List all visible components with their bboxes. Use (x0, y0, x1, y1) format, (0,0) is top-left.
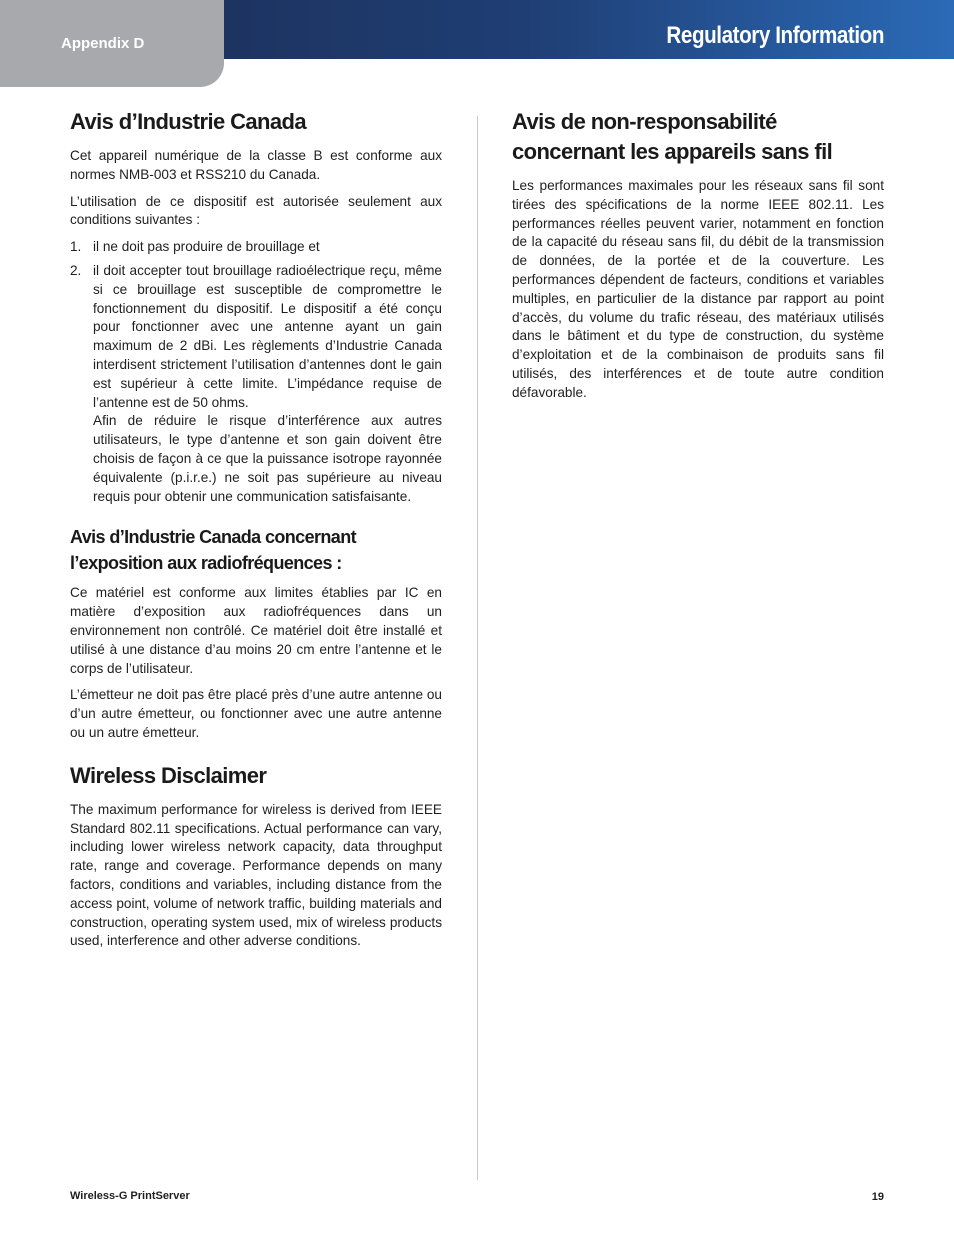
column-divider (477, 116, 478, 1180)
list-number: 2. (70, 262, 82, 278)
paragraph: Les performances maximales pour les réseaux sans fil sont tirées des spécifications de la norme IEEE 802.11. Les performances réelles peuvent varier, notamment en fonction de la capacité du réseau sans fil, du débit de la transmission de données, de la portée et de la couverture. Les performances dépendent de facteurs, conditions et variables multiples, en particulier de la distance par rapport au point d’accès, du volume du trafic réseau, des matériaux utilisés dans le bâtiment et du type de construction, du système d’exploitation et de la combinaison de produits sans fil utilisés, des interférences et de toute autre condition défavorable. (512, 178, 884, 400)
paragraph: Ce matériel est conforme aux limites établies par IC en matière d’exposition aux radiofréquences dans un environnement non contrôlé. Ce matériel doit être installé et utilisé à une distance d’au moins 20 cm entre l’antenne et le corps de l’utilisateur. (70, 585, 442, 676)
page-title: Regulatory Information (666, 22, 884, 49)
left-column (70, 107, 442, 959)
paragraph: L’utilisation de ce dispositif est autorisée seulement aux conditions suivantes : (70, 193, 442, 228)
list-item-text: il ne doit pas produire de brouillage et (93, 239, 320, 255)
section-heading-non-responsabilite: Avis de non-responsabilité concernant les appareils sans fil (512, 109, 833, 164)
conditions-list (70, 238, 442, 506)
section-heading-wireless-disclaimer: Wireless Disclaimer (70, 762, 267, 788)
paragraph: Cet appareil numérique de la classe B est conforme aux normes NMB-003 et RSS210 du Canada. (70, 148, 442, 182)
appendix-tab (0, 0, 224, 87)
right-column (512, 107, 884, 411)
footer-product-name: Wireless-G PrintServer (70, 1190, 190, 1202)
list-item (70, 238, 442, 257)
list-item-text: il doit accepter tout brouillage radioélectrique reçu, même si ce brouillage est susceptible de compromettre le fonctionnement du dispositif. Le dispositif a été conçu pour fonctionner avec une antenne ayant un gain maximum de 2 dBi. Les règlements d’Industrie Canada interdisent strictement l’utilisation d’antennes dont le gain est supérieur à cette limite. L’impédance requise de l’antenne est de 50 ohms. (93, 262, 442, 410)
paragraph: The maximum performance for wireless is derived from IEEE Standard 802.11 specifications. Actual performance can vary, including lower wireless network capacity, data throughput rate, range and coverage. Performance depends on many factors, conditions and variables, including distance from the access point, volume of network traffic, building materials and construction, operating system used, mix of wireless products used, interference and other adverse conditions. (70, 801, 442, 949)
list-number: 1. (70, 239, 82, 255)
list-item-text: Afin de réduire le risque d’interférence aux autres utilisateurs, le type d’antenne et son gain doivent être choisis de façon à ce que la puissance isotrope rayonnée équivalente (p.i.r.e.) ne soit pas supérieure au niveau requis pour obtenir une communication satisfaisante. (93, 413, 442, 504)
footer-page-number: 19 (871, 1191, 884, 1203)
appendix-label: Appendix D (61, 35, 145, 52)
section-heading-industrie-canada: Avis d’Industrie Canada (70, 109, 306, 134)
list-item (70, 262, 442, 506)
paragraph: L’émetteur ne doit pas être placé près d’une autre antenne ou d’un autre émetteur, ou fonctionner avec une autre antenne ou un autre émetteur. (70, 687, 442, 740)
section-heading-radiofrequences: Avis d’Industrie Canada concernant l’exposition aux radiofréquences : (70, 527, 357, 574)
